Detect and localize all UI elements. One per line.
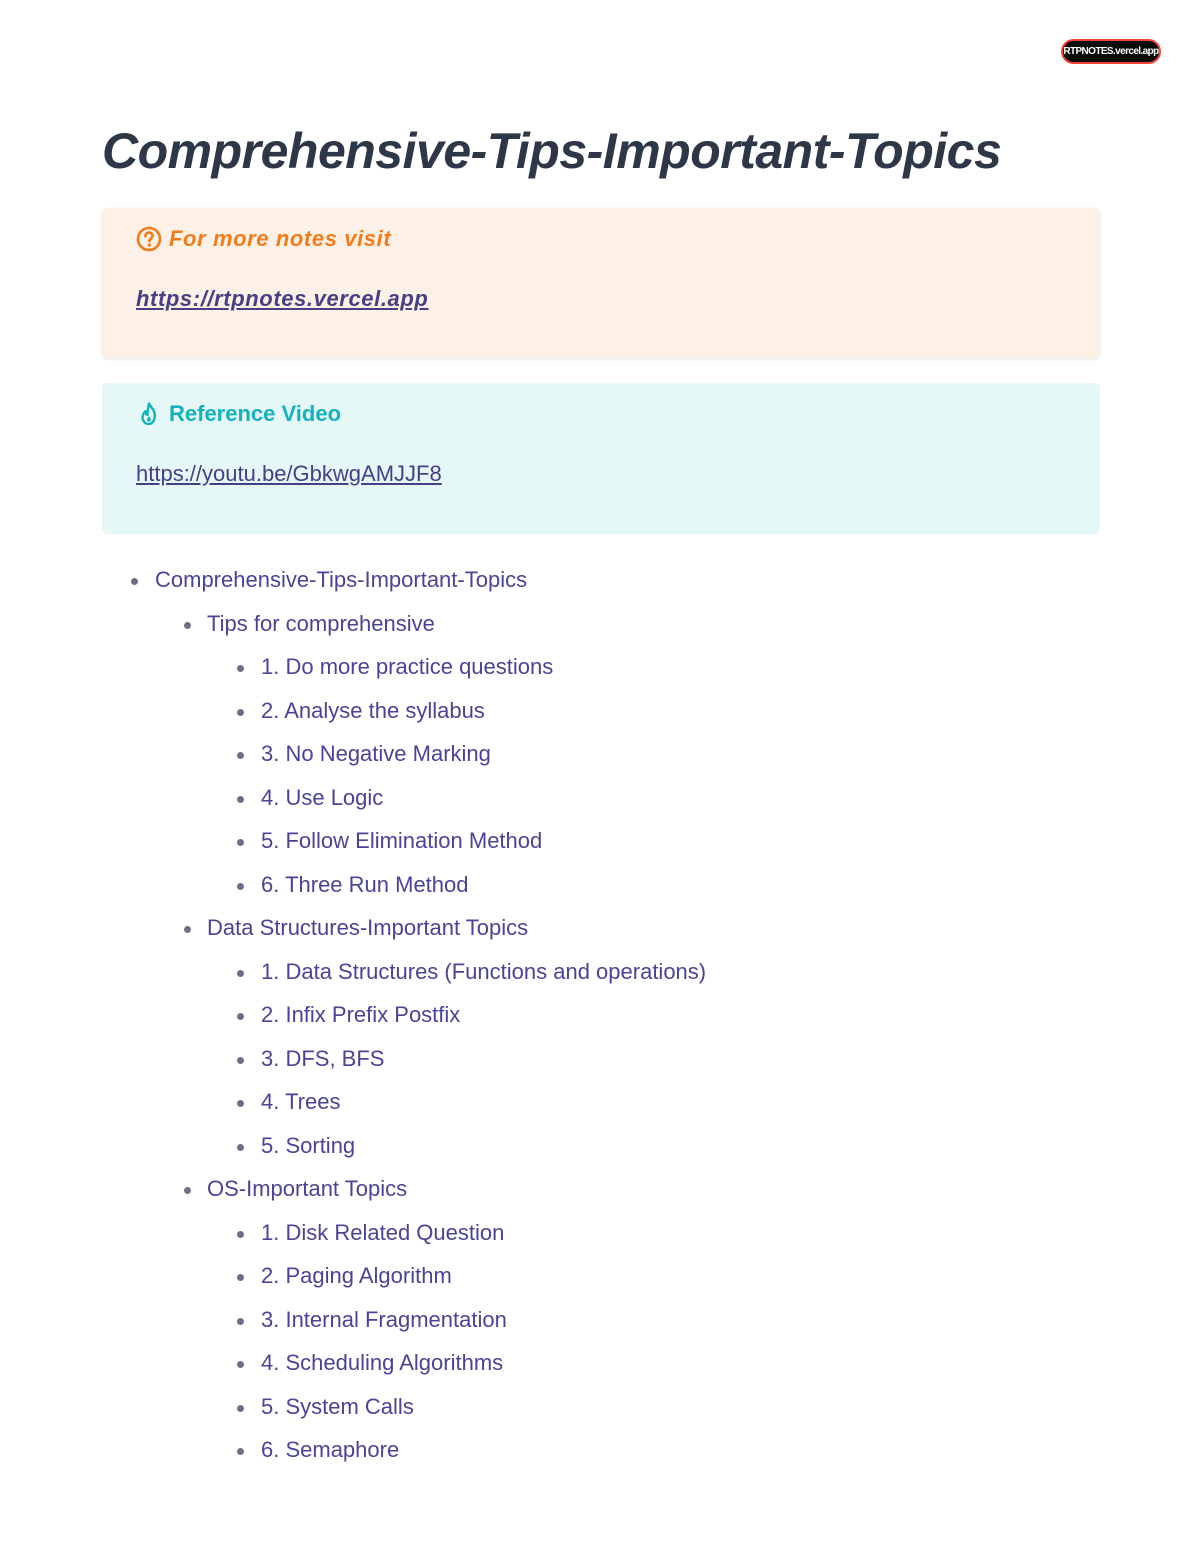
notes-site-link[interactable]: https://rtpnotes.vercel.app: [136, 286, 429, 311]
list-item: 3. Internal Fragmentation: [0, 1306, 706, 1350]
topic-outline: [0, 566, 706, 1480]
video-callout-heading: Reference Video: [169, 401, 342, 426]
page-title: Comprehensive-Tips-Important-Topics: [102, 123, 1002, 179]
outline-root-label: Comprehensive-Tips-Important-Topics: [0, 566, 706, 610]
list-item: 2. Paging Algorithm: [0, 1262, 706, 1306]
video-callout: [102, 383, 1100, 534]
outline-root: [0, 566, 706, 1480]
list-item: 2. Analyse the syllabus: [0, 697, 706, 741]
outline-sections: [0, 610, 706, 1480]
reference-video-link[interactable]: https://youtu.be/GbkwgAMJJF8: [136, 461, 442, 486]
flame-icon: [136, 401, 162, 427]
section-items: [0, 958, 706, 1176]
section-items: [0, 653, 706, 914]
section-data-structures: [0, 914, 706, 1175]
section-title: Data Structures-Important Topics: [0, 914, 706, 958]
section-items: [0, 1219, 706, 1480]
notes-callout: [102, 208, 1100, 358]
list-item: 5. Follow Elimination Method: [0, 827, 706, 871]
list-item: 5. System Calls: [0, 1393, 706, 1437]
list-item: 3. No Negative Marking: [0, 740, 706, 784]
question-circle-icon: [136, 226, 162, 252]
list-item: 3. DFS, BFS: [0, 1045, 706, 1089]
list-item: 4. Use Logic: [0, 784, 706, 828]
list-item: 2. Infix Prefix Postfix: [0, 1001, 706, 1045]
list-item: 4. Scheduling Algorithms: [0, 1349, 706, 1393]
list-item: 6. Three Run Method: [0, 871, 706, 915]
section-tips: [0, 610, 706, 915]
list-item: 1. Do more practice questions: [0, 653, 706, 697]
section-title: OS-Important Topics: [0, 1175, 706, 1219]
list-item: 1. Disk Related Question: [0, 1219, 706, 1263]
site-badge: RTPNOTES.vercel.app: [1061, 39, 1161, 64]
list-item: 1. Data Structures (Functions and operations): [0, 958, 706, 1002]
video-callout-header: [136, 401, 341, 427]
section-os: [0, 1175, 706, 1480]
list-item: 6. Semaphore: [0, 1436, 706, 1480]
notes-callout-heading: For more notes visit: [169, 226, 392, 251]
list-item: 4. Trees: [0, 1088, 706, 1132]
notes-callout-header: [136, 226, 391, 252]
list-item: 5. Sorting: [0, 1132, 706, 1176]
section-title: Tips for comprehensive: [0, 610, 706, 654]
